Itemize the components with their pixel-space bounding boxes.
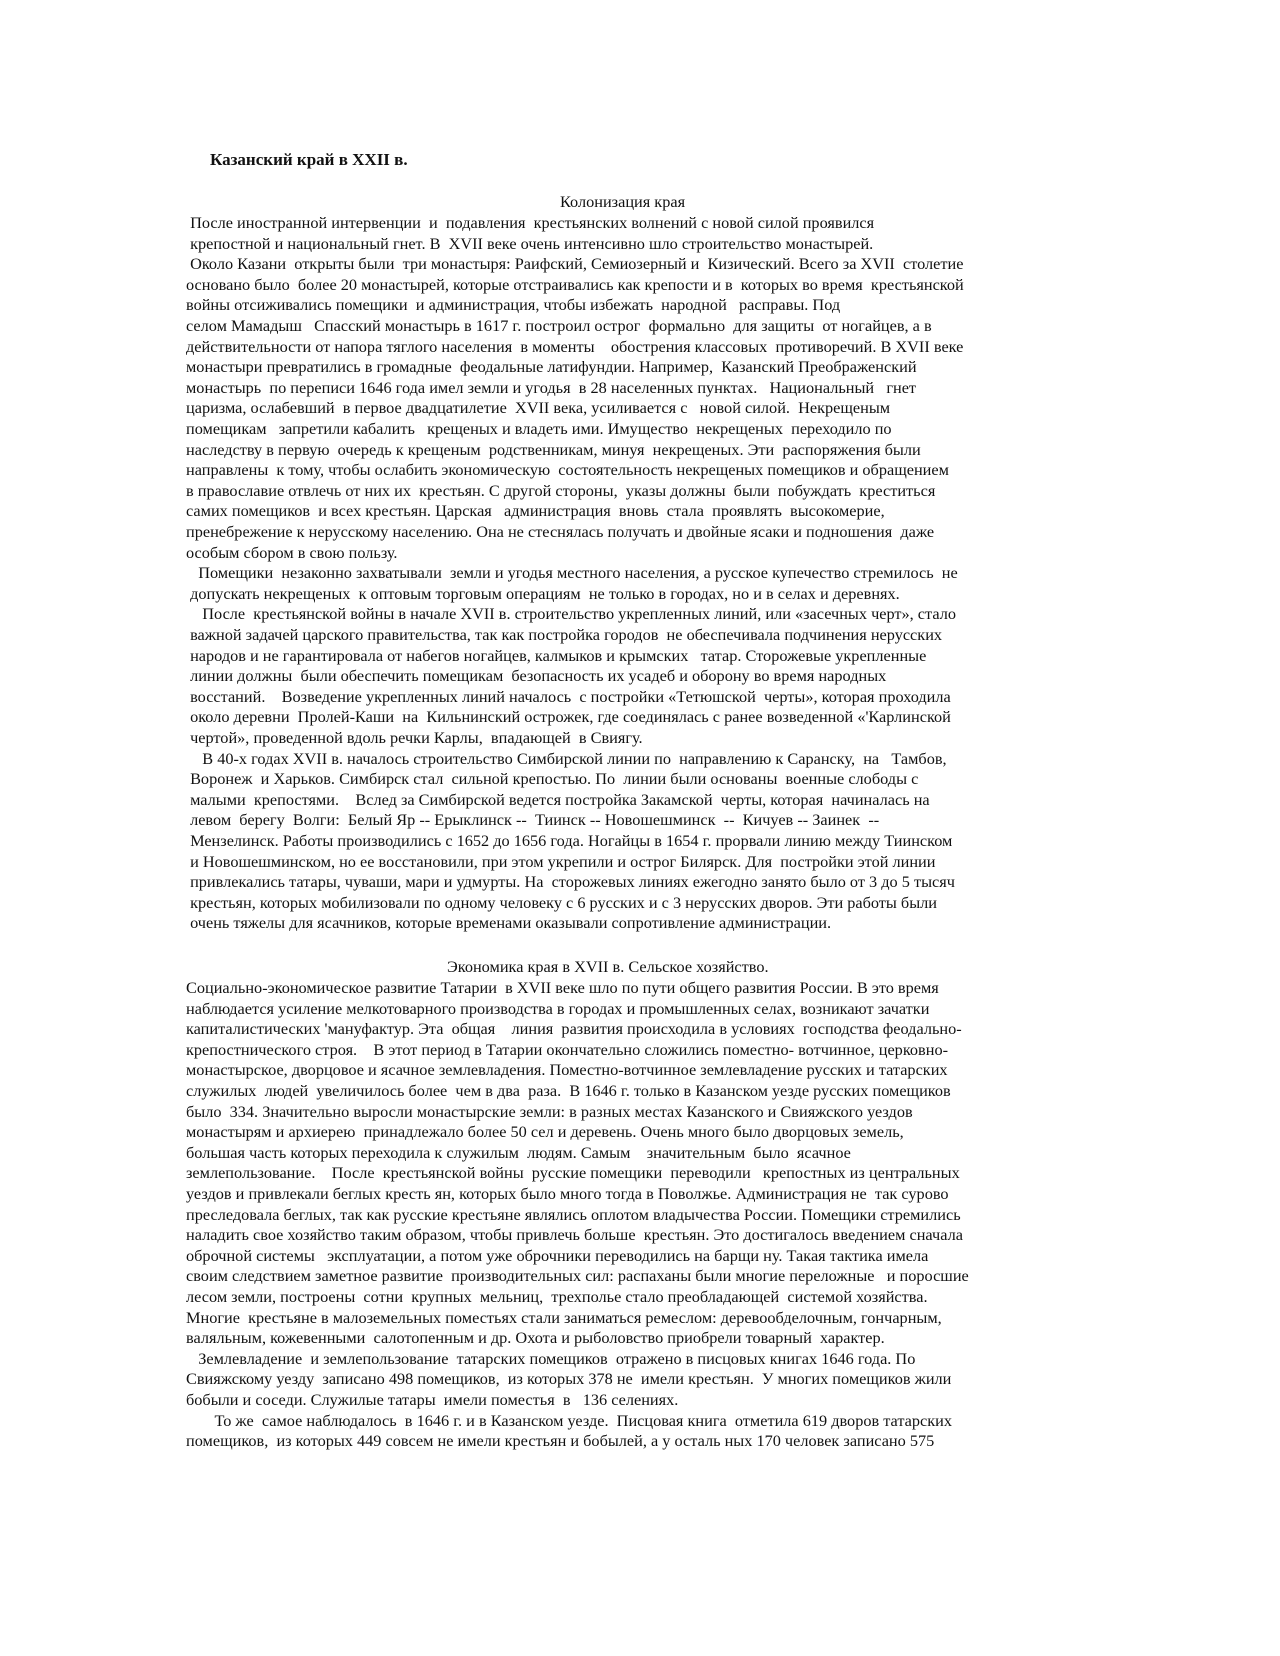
text-line: было 334. Значительно выросли монастырские земли: в разных местах Казанского и Свияжского уездов (186, 1101, 913, 1121)
text-line: преследовала беглых, так как русские крестьяне являлись оплотом владычества России. Помещики стремились (186, 1204, 961, 1224)
text-line: бобыли и соседи. Служилые татары имели поместья в 136 селениях. (186, 1390, 679, 1409)
text-line: левом берегу Волги: Белый Яр -- Ерыклинск -- Тиинск -- Новошешминск -- Кичуев -- Заинек -- (186, 810, 880, 830)
text-line: войны отсиживались помещики и администрация, чтобы избежать народной расправы. Под (186, 295, 841, 315)
text-line: направлены к тому, чтобы ослабить экономическую состоятельность некрещеных помещиков и обращением (186, 460, 949, 480)
text-line: линии должны были обеспечить помещикам безопасность их усадеб и оборону во время народных (186, 666, 887, 686)
section-heading-colonization: Колонизация края (560, 192, 686, 211)
text-line: оброчной системы эксплуатации, а потом уже оброчники переводились на барщи ну. Такая тактика имела (186, 1245, 929, 1265)
text-line: крестьян, которых мобилизовали по одному человеку с 6 русских и с 3 нерусских дворов. Эти работы были (186, 892, 937, 912)
section-heading-economy: Экономика края в XVII в. Сельское хозяйство. (447, 957, 769, 976)
text-line: особым сбором в свою пользу. (186, 542, 398, 562)
text-line: капиталистических 'мануфактур. Эта общая линия развития происходила в условиях господства феодально- (186, 1019, 962, 1039)
text-line: основано было более 20 монастырей, которые отстраивались как крепости и в которых во время крестьянской (186, 274, 964, 294)
text-line: наблюдается усиление мелкотоварного производства в городах и промышленных селах, возникают зачатки (186, 998, 930, 1018)
text-line: селом Мамадыш Спасский монастырь в 1617 г. построил острог формально для защиты от ногайцев, а в (186, 316, 932, 335)
text-line: служилых людей увеличилось более чем в два раза. В 1646 г. только в Казанском уезде русских помещиков (186, 1081, 951, 1100)
text-line: допускать некрещеных к оптовым торговым операциям не только в городах, но и в селах и деревнях. (186, 583, 900, 603)
text-line: около деревни Пролей-Каши на Кильнинский острожек, где соединялась с ранее возведенной «'Карлинской (186, 707, 951, 727)
text-line: В 40-х годах XVII в. началось строительство Симбирской линии по направлению к Саранску, на Тамбов, (186, 748, 947, 768)
text-line: восстаний. Возведение укрепленных линий началось с постройки «Тетюшской черты», которая проходила (186, 686, 951, 706)
text-line: чертой», проведенной вдоль речки Карлы, впадающей в Свиягу. (186, 728, 643, 747)
text-line: действительности от напора тяглого населения в моменты обострения классовых противоречий. В XVII веке (186, 336, 964, 356)
text-line: То же самое наблюдалось в 1646 г. и в Казанском уезде. Писцовая книга отметила 619 дворов татарских (186, 1410, 953, 1430)
text-line: монастыри превратились в громадные феодальные латифундии. Например, Казанский Преображенский (186, 357, 917, 377)
text-line: Около Казани открыты были три монастыря: Раифский, Семиозерный и Кизический. Всего за XVII столетие (186, 254, 964, 274)
text-line: монастырь по переписи 1646 года имел земли и угодья в 28 населенных пунктах. Национальный гнет (186, 377, 917, 397)
text-line: Социально-экономическое развитие Татарии в XVII веке шло по пути общего развития России. В это время (186, 978, 939, 997)
text-line: своим следствием заметное развитие производительных сил: распаханы были многие переложные и поросшие (186, 1266, 969, 1286)
text-line: пренебрежение к нерусскому населению. Она не стеснялась получать и двойные ясаки и подношения даже (186, 522, 935, 541)
text-line: Землевладение и землепользование татарских помещиков отражено в писцовых книгах 1646 года. По (186, 1348, 916, 1368)
text-line: очень тяжелы для ясачников, которые временами оказывали сопротивление администрации. (186, 913, 832, 933)
text-line: крепостной и национальный гнет. В XVII веке очень интенсивно шло строительство монастырей. (186, 233, 874, 253)
text-line: Помещики незаконно захватывали земли и угодья местного населения, а русское купечество стремилось не (186, 563, 958, 583)
text-line: малыми крепостями. Вслед за Симбирской ведется постройка Закамской черты, которая начиналась на (186, 789, 930, 809)
text-line: крепостнического строя. В этот период в Татарии окончательно сложились поместно- вотчинное, церковно- (186, 1039, 949, 1059)
text-line: землепользование. После крестьянской войны русские помещики переводили крепостных из центральных (186, 1163, 960, 1183)
text-line: монастырское, дворцовое и ясачное землевладения. Поместно-вотчинное землевладение русских и татарских (186, 1060, 948, 1080)
text-line: самих помещиков и всех крестьян. Царская администрация вновь стала проявлять высокомерие, (186, 501, 885, 521)
text-line: в православие отвлечь от них их крестьян. С другой стороны, указы должны были побуждать креститься (186, 480, 936, 500)
text-line: Свияжскому уезду записано 498 помещиков, из которых 378 не имели крестьян. У многих помещиков жили (186, 1369, 952, 1389)
text-line: помещиков, из которых 449 совсем не имели крестьян и бобылей, а у осталь ных 170 человек записано 575 (186, 1431, 935, 1451)
text-line: помещикам запретили кабалить крещеных и владеть ими. Имущество некрещеных переходило по (186, 419, 892, 438)
text-line: лесом земли, построены сотни крупных мельниц, трехполье стало преобладающей системой хозяйства. (186, 1287, 928, 1306)
text-line: монастырям и архиерею принадлежало более 50 сел и деревень. Очень много было дворцовых земель, (186, 1122, 904, 1142)
text-line: и Новошешминском, но ее восстановили, при этом укрепили и острог Билярск. Для постройки этой линии (186, 851, 936, 871)
text-line: валяльным, кожевенными салотопенным и др. Охота и рыболовство приобрели товарный характер. (186, 1328, 885, 1348)
text-line: После крестьянской войны в начале XVII в. строительство укрепленных линий, или «засечных черт», стало (186, 604, 956, 624)
text-line: Многие крестьяне в малоземельных поместьях стали заниматься ремеслом: деревообделочным, гончарным, (186, 1307, 942, 1327)
text-line: уездов и привлекали беглых кресть ян, которых было много тогда в Поволжье. Администрация не так сурово (186, 1184, 949, 1203)
text-line: наладить свое хозяйство таким образом, чтобы привлечь больше крестьян. Это достигалось введением сначала (186, 1225, 963, 1245)
text-line: важной задачей царского правительства, так как постройка городов не обеспечивала подчинения нерусских (186, 625, 943, 644)
text-line: народов и не гарантировала от набегов ногайцев, калмыков и крымских татар. Сторожевые укрепленные (186, 645, 927, 665)
text-line: Воронеж и Харьков. Симбирск стал сильной крепостью. По линии были основаны военные слободы с (186, 769, 919, 789)
text-line: наследству в первую очередь к крещеным родственникам, минуя некрещеных. Эти распоряжения были (186, 439, 921, 459)
text-line: Мензелинск. Работы производились с 1652 до 1656 года. Ногайцы в 1654 г. прорвали линию между Тиинском (186, 831, 953, 850)
text-line: царизма, ослабевший в первое двадцатилетие XVII века, усиливается с новой силой. Некрещеным (186, 398, 891, 418)
text-line: После иностранной интервенции и подавления крестьянских волнений с новой силой проявился (186, 213, 875, 232)
document-title: Казанский край в XXII в. (210, 150, 408, 169)
text-line: привлекались татары, чуваши, мари и удмурты. На сторожевых линиях ежегодно занято было от 3 до 5 тысяч (186, 872, 955, 892)
text-line: большая часть которых переходила к служилым людям. Самым значительным было ясачное (186, 1142, 851, 1162)
